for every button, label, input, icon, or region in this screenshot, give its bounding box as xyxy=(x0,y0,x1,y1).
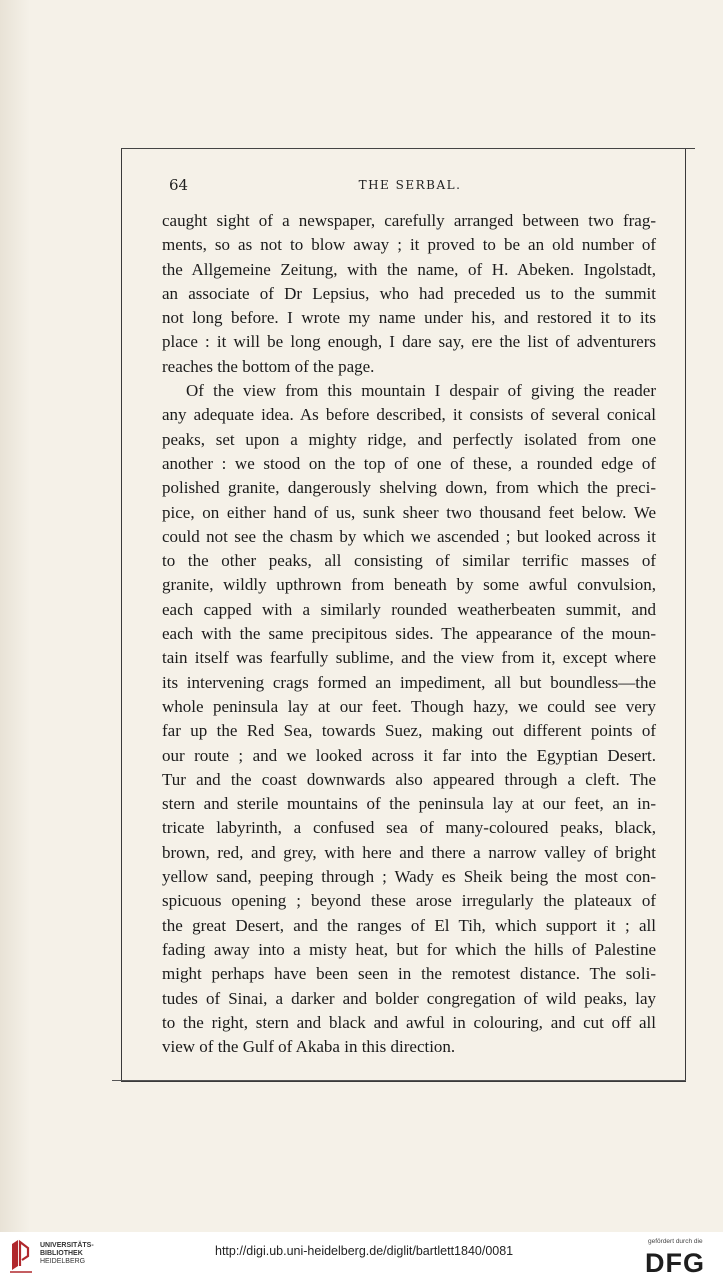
text-line: reaches the bottom of the page. xyxy=(162,356,375,376)
frame-top-rule xyxy=(121,148,695,149)
text-line: far up the Red Sea, towards Suez, making out different points of xyxy=(162,721,656,741)
text-line: might perhaps have been seen in the remotest distance. The soli- xyxy=(162,964,656,984)
text-line: brown, red, and grey, with here and there a narrow valley of bright xyxy=(162,842,656,862)
text-line: any adequate idea. As before described, it consists of several conical xyxy=(162,405,656,425)
text-line: another : we stood on the top of one of these, a rounded edge of xyxy=(162,453,656,473)
text-line: fading away into a misty heat, but for which the hills of Palestine xyxy=(162,939,656,959)
text-line: ments, so as not to blow away ; it proved to be an old number of xyxy=(162,235,656,255)
funded-by-label: gefördert durch die xyxy=(648,1238,703,1245)
text-line: place : it will be long enough, I dare say, ere the list of adventurers xyxy=(162,332,656,352)
text-line: the great Desert, and the ranges of El Tih, which support it ; all xyxy=(162,915,656,935)
text-line: polished granite, dangerously shelving down, from which the preci- xyxy=(162,478,656,498)
text-line: spicuous opening ; beyond these arose irregularly the plateaux of xyxy=(162,891,656,911)
text-line: each with the same precipitous sides. The appearance of the moun- xyxy=(162,624,656,644)
text-line: tudes of Sinai, a darker and bolder congregation of wild peaks, lay xyxy=(162,988,656,1008)
text-line: to the other peaks, all consisting of similar terrific masses of xyxy=(162,551,656,571)
frame-bottom-rule xyxy=(112,1080,686,1081)
library-name-line: UNIVERSITÄTS- xyxy=(40,1242,94,1249)
text-line: stern and sterile mountains of the peninsula lay at our feet, an in- xyxy=(162,794,656,814)
text-line: view of the Gulf of Akaba in this direction. xyxy=(162,1037,456,1057)
text-line: whole peninsula lay at our feet. Though hazy, we could see very xyxy=(162,696,656,716)
library-name-line: BIBLIOTHEK xyxy=(40,1250,83,1257)
text-line: peaks, set upon a mighty ridge, and perfectly isolated from one xyxy=(162,429,656,449)
library-name-line: HEIDELBERG xyxy=(40,1258,86,1265)
text-line: pice, on either hand of us, sunk sheer two thousand feet below. We xyxy=(162,502,656,522)
text-line: Tur and the coast downwards also appeared through a cleft. The xyxy=(162,769,656,789)
body-text xyxy=(162,209,656,1059)
text-line: to the right, stern and black and awful in colouring, and cut off all xyxy=(162,1012,656,1032)
text-line: Of the view from this mountain I despair of giving the reader xyxy=(186,381,656,401)
library-logo-icon xyxy=(8,1236,34,1274)
dfg-logo: DFG xyxy=(645,1248,705,1278)
text-line: each capped with a similarly rounded weatherbeaten summit, and xyxy=(162,599,656,619)
text-line: the Allgemeine Zeitung, with the name, of H. Abeken. Ingolstadt, xyxy=(162,259,656,279)
text-line: caught sight of a newspaper, carefully arranged between two frag- xyxy=(162,211,656,230)
page-number: 64 xyxy=(169,176,189,194)
text-line: yellow sand, peeping through ; Wady es Sheik being the most con- xyxy=(162,867,656,887)
text-line: could not see the chasm by which we ascended ; but looked across it xyxy=(162,526,656,546)
library-name xyxy=(40,1242,94,1266)
text-line: tain itself was fearfully sublime, and the view from it, except where xyxy=(162,648,656,668)
text-line: granite, wildly upthrown from beneath by some awful convulsion, xyxy=(162,575,656,595)
text-line: its intervening crags formed an impediment, all but boundless—the xyxy=(162,672,656,692)
text-line: our route ; and we looked across it far into the Egyptian Desert. xyxy=(162,745,656,765)
text-line: not long before. I wrote my name under his, and restored it to its xyxy=(162,308,656,328)
text-line: tricate labyrinth, a confused sea of many-coloured peaks, black, xyxy=(162,818,656,838)
text-line: an associate of Dr Lepsius, who had preceded us to the summit xyxy=(162,283,656,303)
permalink-url[interactable]: http://digi.ub.uni-heidelberg.de/diglit/bartlett1840/0081 xyxy=(215,1244,514,1258)
running-title: THE SERBAL. xyxy=(358,178,462,192)
